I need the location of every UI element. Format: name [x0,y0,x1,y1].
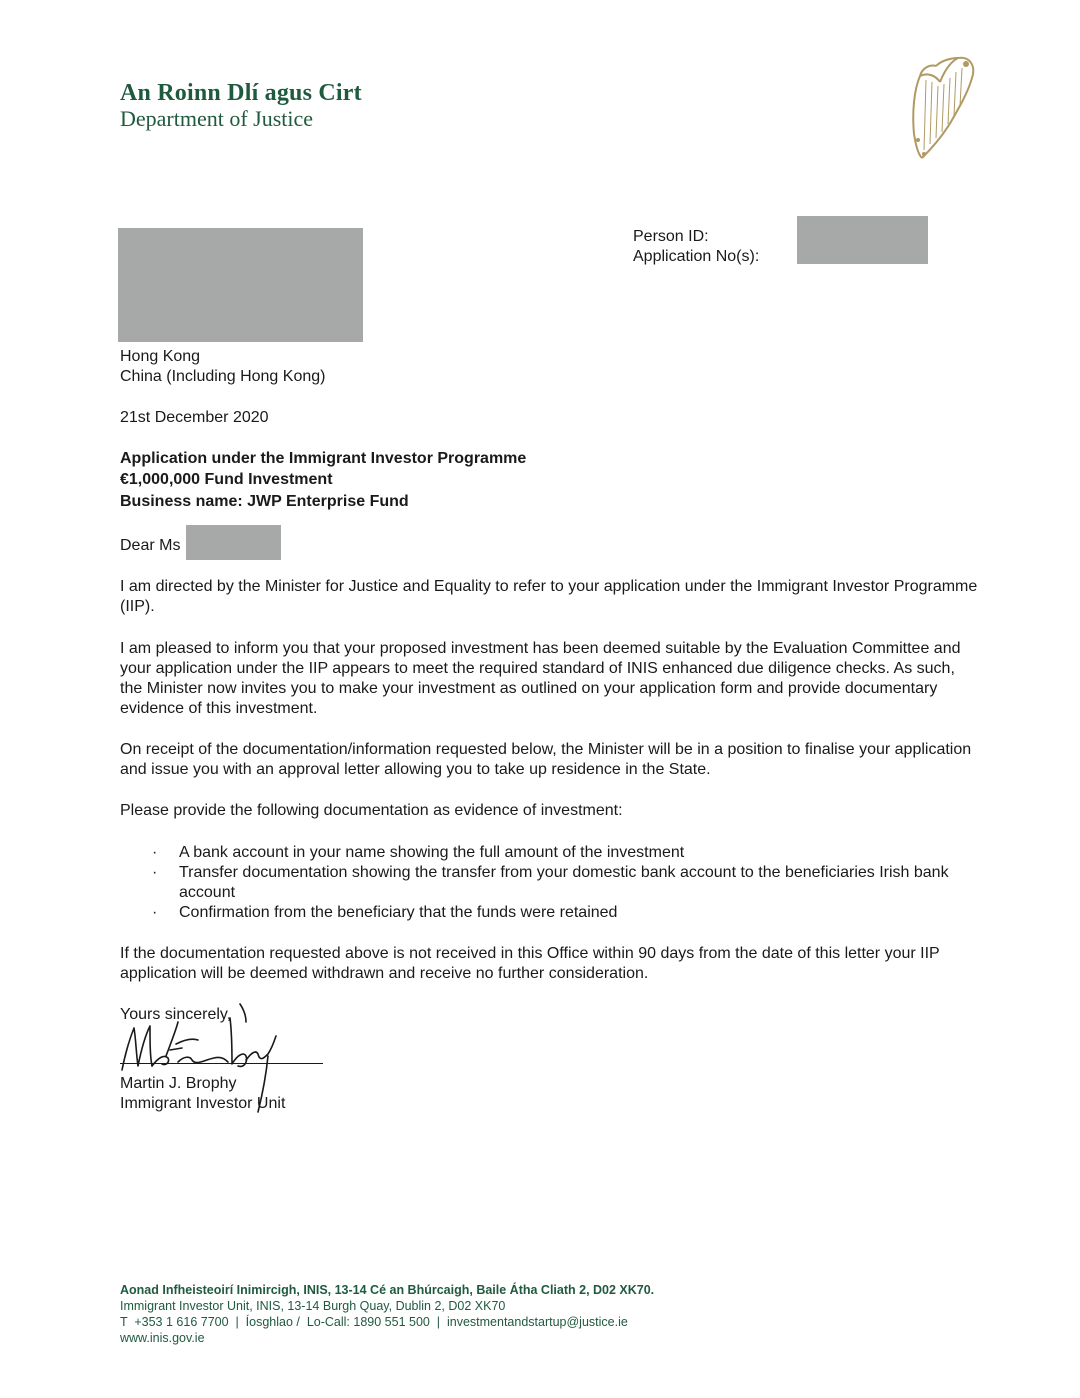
body-paragraph-2: I am pleased to inform you that your proposed investment has been deemed suitable by the Evaluation Committee and your application under the IIP appears to meet the required standard of INIS enhanced due diligence checks. As such, the Minister now invites you to make your investment as outlined on your application form and provide documentary evidence of this investment. [120,640,961,717]
footer-address-english: Immigrant Investor Unit, INIS, 13-14 Burgh Quay, Dublin 2, D02 XK70 [120,1299,506,1313]
department-name-english: Department of Justice [120,106,314,131]
body-paragraph-3: On receipt of the documentation/information requested below, the Minister will be in a position to finalise your application and issue you with an approval letter allowing you to take up residence in the State. [120,741,972,778]
application-no-label: Application No(s): [633,248,760,265]
person-id-label: Person ID: [633,228,709,245]
letter-date: 21st December 2020 [120,409,269,426]
redacted-address-block [118,228,363,342]
bullet-text: Confirmation from the beneficiary that the funds were retained [179,904,618,921]
bullet-marker: · [152,864,158,881]
footer-website-link[interactable]: www.inis.gov.ie [120,1331,205,1345]
footer-contact-line: T +353 1 616 7700 | Íosghlao / Lo-Call: 1890 551 500 | investmentandstartup@justice.ie [120,1315,628,1329]
signatory-unit: Immigrant Investor Unit [120,1095,286,1112]
body-paragraph-5: If the documentation requested above is not received in this Office within 90 days from the date of this letter your IIP application will be deemed withdrawn and receive no further consideration. [120,945,940,982]
signatory-name: Martin J. Brophy [120,1075,237,1092]
bullet-text: Transfer documentation showing the transfer from your domestic bank account to the beneficiaries Irish bank account [179,864,949,901]
bullet-marker: · [152,844,158,861]
salutation: Dear Ms [120,537,181,554]
valediction: Yours sincerely, [120,1006,232,1023]
department-name-irish: An Roinn Dlí agus Cirt [120,80,362,106]
subject-line-3: Business name: JWP Enterprise Fund [120,493,409,510]
subject-line-2: €1,000,000 Fund Investment [120,471,333,488]
redacted-recipient-name [186,525,281,560]
address-line-1: Hong Kong [120,348,201,365]
body-paragraph-1: I am directed by the Minister for Justice and Equality to refer to your application under the Immigrant Investor Programme (IIP). [120,578,978,615]
bullet-marker: · [152,904,158,921]
body-paragraph-4: Please provide the following documentation as evidence of investment: [120,802,623,819]
footer-address-irish: Aonad Infheisteoirí Inimircigh, INIS, 13-14 Cé an Bhúrcaigh, Baile Átha Cliath 2, D02 XK70. [120,1283,655,1297]
harp-emblem-icon [900,50,980,165]
bullet-text: A bank account in your name showing the full amount of the investment [179,844,685,861]
redacted-reference-block [797,216,928,264]
address-line-2: China (Including Hong Kong) [120,368,326,385]
subject-line-1: Application under the Immigrant Investor Programme [120,450,527,467]
